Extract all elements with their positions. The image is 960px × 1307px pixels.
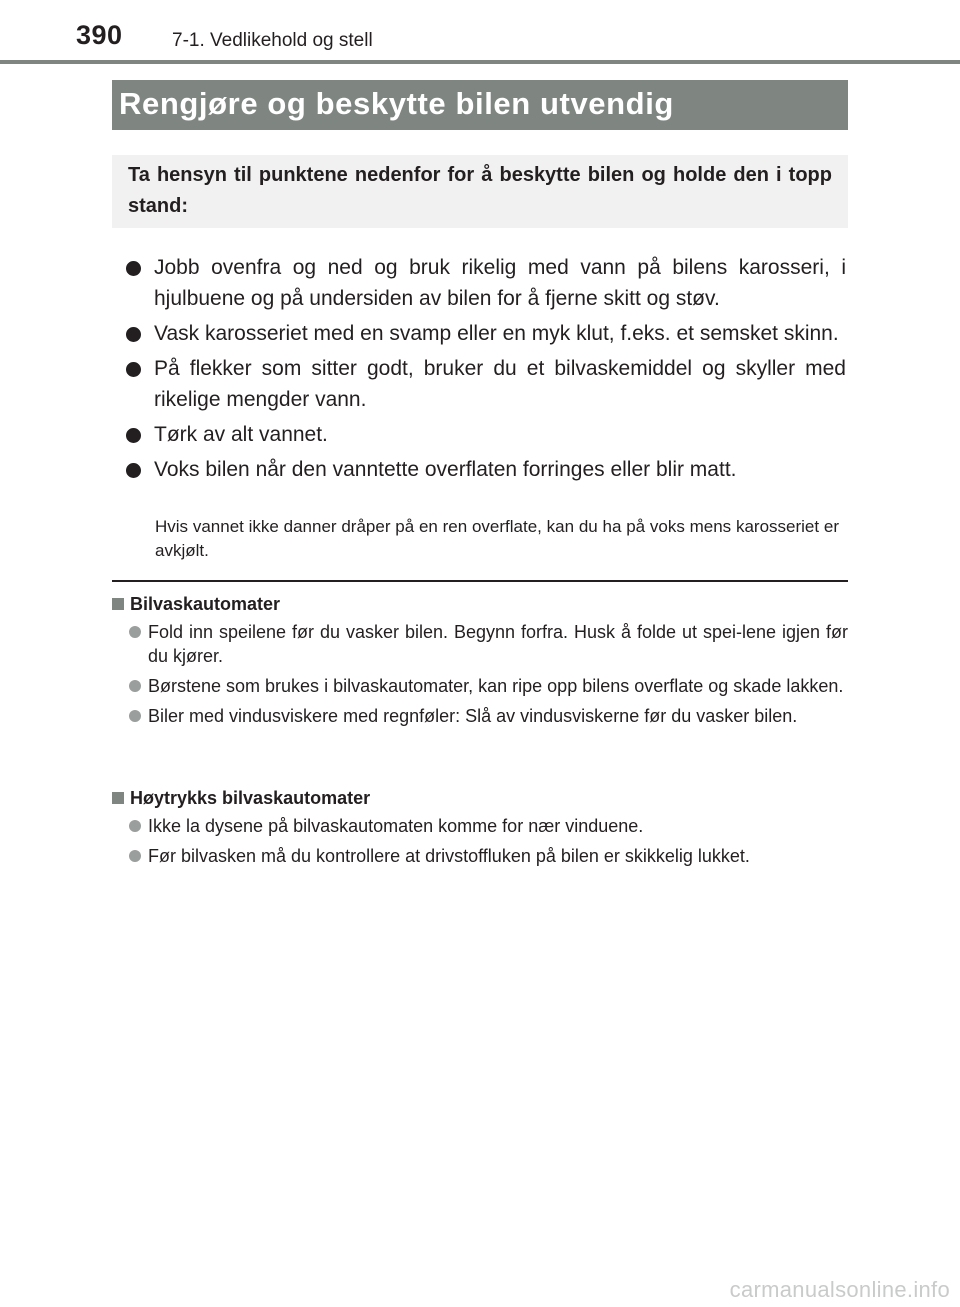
bullet-icon	[126, 362, 141, 377]
list-item	[112, 620, 848, 668]
intro-box	[112, 155, 848, 228]
bullet-icon	[129, 680, 141, 692]
list-item	[112, 814, 848, 838]
square-bullet-icon	[112, 792, 124, 804]
list-item	[126, 353, 846, 415]
bullet-icon	[129, 710, 141, 722]
list-item-text: På flekker som sitter godt, bruker du et bilvaskemiddel og skyller med rikelige mengder vann.	[154, 357, 846, 411]
list-item	[112, 844, 848, 868]
bullet-icon	[126, 463, 141, 478]
list-item	[126, 419, 846, 450]
list-item-text: Før bilvasken må du kontrollere at drivstoffluken på bilen er skikkelig lukket.	[148, 846, 750, 866]
watermark: carmanualsonline.info	[729, 1277, 950, 1302]
title-banner	[112, 80, 848, 130]
bullet-icon	[129, 850, 141, 862]
section-hoytrykks	[112, 786, 848, 874]
header-rule	[0, 60, 960, 64]
section-heading	[112, 592, 848, 616]
main-list	[126, 252, 846, 489]
sub-list	[112, 814, 848, 868]
sub-list	[112, 620, 848, 728]
bullet-icon	[126, 327, 141, 342]
page-number: 390	[76, 20, 123, 50]
wax-note: Hvis vannet ikke danner dråper på en ren overflate, kan du ha på voks mens karosseriet er avkjølt.	[155, 517, 839, 560]
bullet-icon	[129, 626, 141, 638]
section-bilvaskautomater	[112, 592, 848, 734]
list-item	[112, 674, 848, 698]
list-item-text: Børstene som brukes i bilvaskautomater, kan ripe opp bilens overflate og skade lakken.	[148, 676, 844, 696]
bullet-icon	[129, 820, 141, 832]
section-heading-text: Høytrykks bilvaskautomater	[130, 788, 371, 808]
list-item	[126, 252, 846, 314]
list-item-text: Biler med vindusviskere med regnføler: Slå av vindusviskerne før du vasker bilen.	[148, 706, 798, 726]
section-heading	[112, 786, 848, 810]
list-item-text: Ikke la dysene på bilvaskautomaten komme for nær vinduene.	[148, 816, 644, 836]
list-item-text: Tørk av alt vannet.	[154, 423, 328, 446]
bullet-icon	[126, 261, 141, 276]
list-item-text: Jobb ovenfra og ned og bruk rikelig med vann på bilens karosseri, i hjulbuene og på undersiden av bilen for å fjerne skitt og støv.	[154, 256, 846, 310]
section-heading-text: Bilvaskautomater	[130, 594, 281, 614]
square-bullet-icon	[112, 598, 124, 610]
list-item	[126, 318, 846, 349]
list-item-text: Fold inn speilene før du vasker bilen. Begynn forfra. Husk å folde ut spei-lene igjen før du kjører.	[148, 622, 848, 666]
list-item	[112, 704, 848, 728]
list-item-text: Voks bilen når den vanntette overflaten forringes eller blir matt.	[154, 458, 737, 481]
list-item	[126, 454, 846, 485]
page-title: Rengjøre og beskytte bilen utvendig	[119, 86, 674, 121]
intro-text: Ta hensyn til punktene nedenfor for å beskytte bilen og holde den i topp stand:	[128, 164, 832, 217]
list-item-text: Vask karosseriet med en svamp eller en myk klut, f.eks. et semsket skinn.	[154, 322, 839, 345]
page-header	[0, 0, 960, 64]
bullet-icon	[126, 428, 141, 443]
section-divider	[112, 580, 848, 582]
section-reference: 7-1. Vedlikehold og stell	[172, 30, 373, 51]
